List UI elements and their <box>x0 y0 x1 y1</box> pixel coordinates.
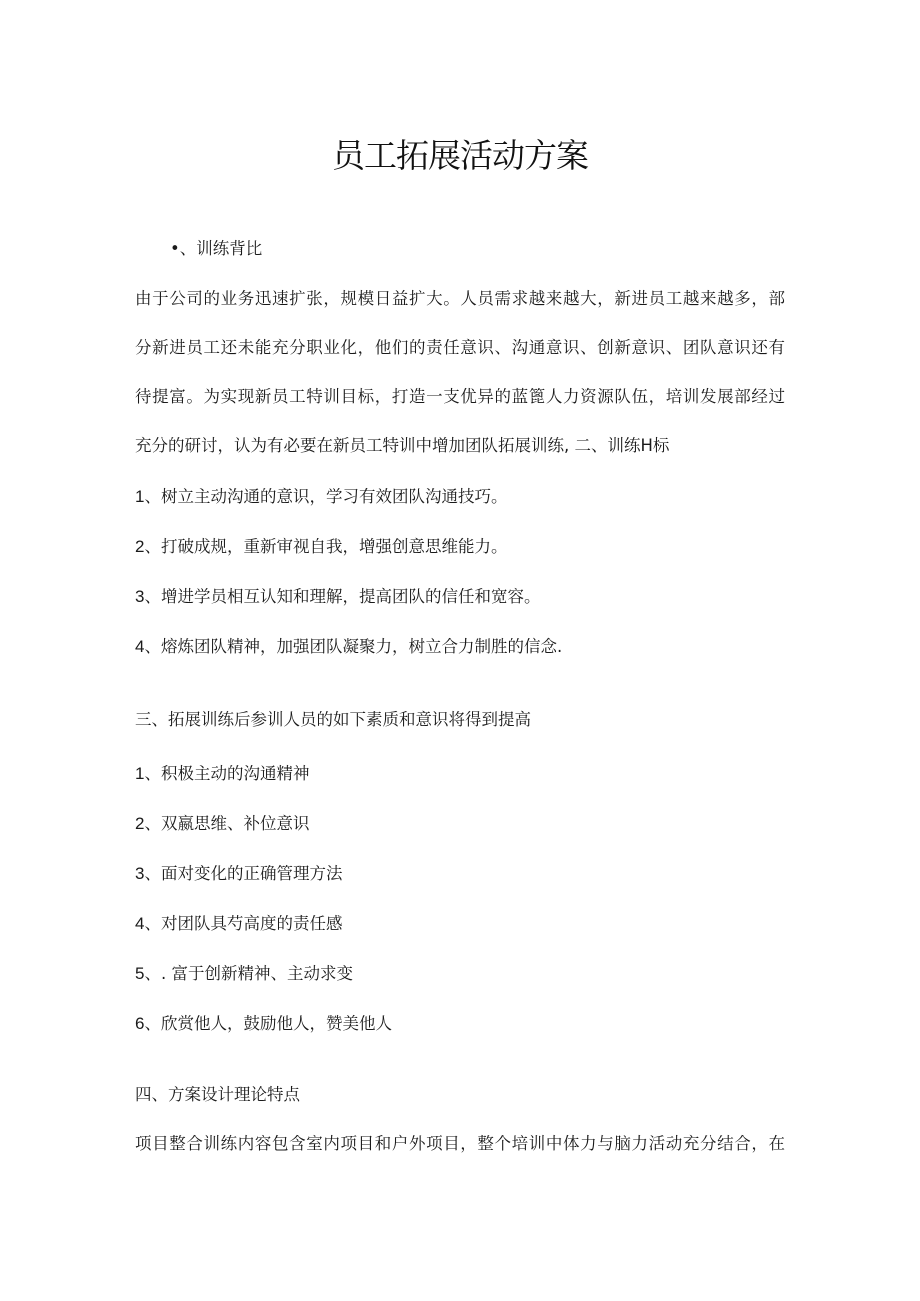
goal-item <box>135 585 540 609</box>
paragraph-line: 充分的研讨，认为有必要在新员工特训中增加团队拓展训练, 二、训练H标 <box>135 436 670 455</box>
goal-item <box>135 635 562 659</box>
quality-number: 6 <box>135 1014 145 1033</box>
quality-text: 、. 富于创新精神、主动求变 <box>144 964 353 983</box>
goal-number: 4 <box>135 637 145 656</box>
section1-heading: •、训练背比 <box>170 239 263 258</box>
goal-number: 1 <box>135 487 145 506</box>
document-title: 员工拓展活动方案 <box>332 136 588 175</box>
goal-number: 3 <box>135 587 145 606</box>
quality-text: 、积极主动的沟通精神 <box>144 764 310 783</box>
goal-text: 、熔炼团队精神，加强团队凝聚力，树立合力制胜的信念. <box>144 637 563 656</box>
quality-item <box>135 762 309 786</box>
quality-number: 1 <box>135 764 145 783</box>
quality-item <box>135 862 342 886</box>
paragraph-line: 分新进员工还未能充分职业化，他们的责任意识、沟通意识、创新意识、团队意识还有 <box>135 338 785 357</box>
quality-number: 4 <box>135 914 145 933</box>
quality-item <box>135 812 309 836</box>
quality-number: 5 <box>135 964 145 983</box>
quality-item <box>135 1012 392 1036</box>
paragraph-line: 项目整合训练内容包含室内项目和户外项目，整个培训中体力与脑力活动充分结合，在 <box>135 1134 785 1153</box>
goal-text: 、树立主动沟通的意识，学习有效团队沟通技巧。 <box>144 487 508 506</box>
goal-text: 、打破成规，重新审视自我，增强创意思维能力。 <box>144 537 508 556</box>
quality-item <box>135 962 353 986</box>
paragraph-line: 待提富。为实现新员工特训目标，打造一支优异的蓝篦人力资源队伍，培训发展部经过 <box>135 387 785 406</box>
quality-number: 3 <box>135 864 145 883</box>
quality-item <box>135 912 342 936</box>
paragraph-line: 由于公司的业务迅速扩张，规模日益扩大。人员需求越来越大，新进员工越来越多，部 <box>135 289 785 308</box>
section3-heading: 三、拓展训练后参训人员的如下素质和意识将得到提高 <box>135 710 531 729</box>
goal-item <box>135 535 507 559</box>
quality-text: 、面对变化的正确管理方法 <box>144 864 343 883</box>
section4-heading: 四、方案设计理论特点 <box>135 1085 300 1104</box>
quality-number: 2 <box>135 814 145 833</box>
goal-text: 、增进学员相互认知和理解，提高团队的信任和宽容。 <box>144 587 541 606</box>
section4-paragraph <box>135 1119 785 1168</box>
quality-text: 、对团队具芍高度的责任感 <box>144 914 343 933</box>
quality-text: 、欣赏他人，鼓励他人，赞美他人 <box>144 1014 392 1033</box>
section1-paragraph <box>135 274 785 470</box>
goal-item <box>135 485 507 509</box>
quality-text: 、双嬴思维、补位意识 <box>144 814 310 833</box>
goal-number: 2 <box>135 537 145 556</box>
